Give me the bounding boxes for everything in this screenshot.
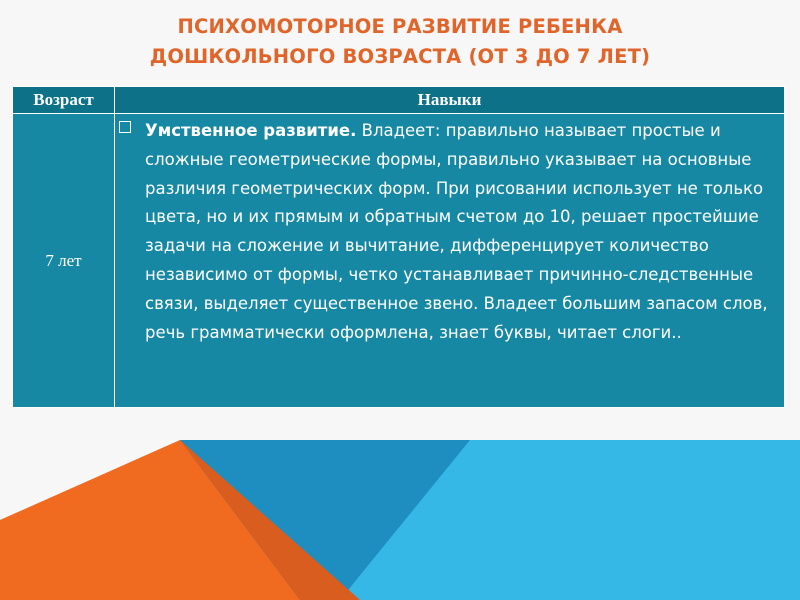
- skill-description: [145, 117, 778, 347]
- skill-lead: Умственное развитие.: [145, 121, 357, 140]
- age-cell: 7 лет: [13, 114, 115, 408]
- slide-title-line-2: ДОШКОЛЬНОГО ВОЗРАСТА (ОТ 3 ДО 7 ЛЕТ): [149, 45, 651, 68]
- bullet-icon: [119, 121, 131, 133]
- slide-title-line-1: ПСИХОМОТОРНОЕ РАЗВИТИЕ РЕБЕНКА: [177, 15, 623, 38]
- skills-cell: [115, 114, 785, 408]
- header-skills: Навыки: [115, 87, 785, 114]
- skill-body: Владеет: правильно называет простые и сложные геометрические формы, правильно указывает на основные различия геометрических форм. При рисовании использует не только цвета, но и их прямым и обратным счетом до 10, решает простейшие задачи на сложение и вычитание, дифференцирует количество независимо от формы, четко устанавливает причинно-следственные связи, выделяет существенное звено. Владеет большим запасом слов, речь грамматически оформлена, знает буквы, читает слоги..: [145, 121, 768, 342]
- slide-title: [0, 12, 800, 72]
- skills-table: [12, 86, 785, 408]
- header-age: Возраст: [13, 87, 115, 114]
- table-row: [13, 114, 785, 408]
- table-header-row: [13, 87, 785, 114]
- decorative-background: [0, 440, 800, 600]
